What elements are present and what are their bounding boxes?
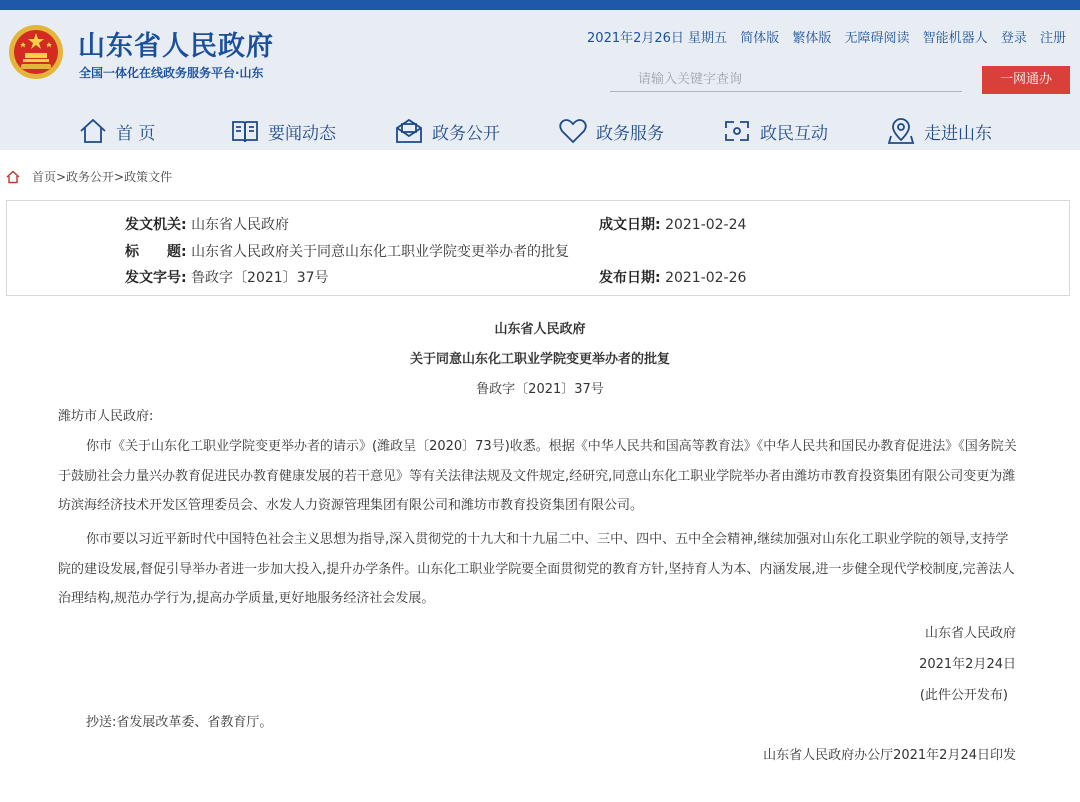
nav-home[interactable] bbox=[78, 115, 155, 147]
meta-value: 山东省人民政府关于同意山东化工职业学院变更举办者的批复 bbox=[191, 244, 570, 260]
nav-news[interactable] bbox=[230, 115, 336, 147]
top-links bbox=[587, 27, 1066, 46]
home-icon bbox=[78, 116, 108, 146]
book-icon bbox=[230, 116, 260, 146]
nav-gov-service[interactable] bbox=[558, 115, 664, 147]
top-bar bbox=[0, 0, 1080, 10]
meta-label: 发布日期: bbox=[599, 270, 661, 286]
site-name[interactable]: 山东省人民政府 bbox=[78, 31, 274, 62]
robot-link[interactable]: 智能机器人 bbox=[922, 31, 988, 46]
doc-footer: 山东省人民政府办公厅2021年2月24日印发 bbox=[763, 748, 1016, 763]
doc-title-heading: 关于同意山东化工职业学院变更举办者的批复 bbox=[409, 352, 670, 367]
envelope-icon bbox=[394, 116, 424, 146]
nav-label: 政民互动 bbox=[760, 123, 828, 144]
meta-value: 2021-02-24 bbox=[665, 217, 747, 233]
document-meta-table bbox=[6, 200, 1070, 296]
doc-paragraph-2: 你市要以习近平新时代中国特色社会主义思想为指导,深入贯彻党的十九大和十九届二中、三中、四中、五中全会精神,继续加强对山东化工职业学院的领导,支持学院的建设发展,督促引导举办者进一步加大投入,提升办学条件。山东化工职业学院要全面贯彻党的教育方针,坚持育人为本、内涵发展,进一步健全现代学校制度,完善法人治理结构,规范办学行为,提高办学质量,更好地服务经济社会发展。 bbox=[58, 532, 1015, 606]
meta-label: 发文机关: bbox=[125, 217, 187, 233]
doc-salutation: 潍坊市人民政府: bbox=[58, 409, 154, 424]
nav-label: 要闻动态 bbox=[268, 123, 336, 144]
nav-label: 走进山东 bbox=[924, 123, 992, 144]
meta-label: 成文日期: bbox=[599, 217, 661, 233]
heart-icon bbox=[558, 116, 588, 146]
breadcrumb-path[interactable]: 首页>政务公开>政策文件 bbox=[32, 170, 173, 184]
nav-interaction[interactable] bbox=[722, 115, 828, 147]
nav-gov-open[interactable] bbox=[394, 115, 500, 147]
meta-title bbox=[125, 241, 569, 261]
meta-issuer bbox=[125, 214, 289, 234]
meta-date-written bbox=[599, 214, 746, 234]
doc-number: 鲁政字〔2021〕37号 bbox=[476, 382, 604, 397]
register-link[interactable]: 注册 bbox=[1039, 31, 1066, 46]
doc-signature-date: 2021年2月24日 bbox=[919, 657, 1016, 672]
nav-label: 政务服务 bbox=[596, 123, 664, 144]
main-nav bbox=[0, 105, 1080, 160]
doc-cc: 抄送:省发展改革委、省教育厅。 bbox=[86, 715, 273, 730]
simplified-link[interactable]: 简体版 bbox=[740, 31, 780, 46]
nav-shandong[interactable] bbox=[886, 115, 992, 147]
home-icon[interactable] bbox=[6, 170, 20, 184]
meta-label: 发文字号: bbox=[125, 270, 187, 286]
meta-value: 鲁政字〔2021〕37号 bbox=[191, 270, 329, 286]
traditional-link[interactable]: 繁体版 bbox=[792, 31, 832, 46]
breadcrumb bbox=[6, 168, 172, 185]
interaction-icon bbox=[722, 116, 752, 146]
map-pin-icon bbox=[886, 116, 916, 146]
doc-signature-org: 山东省人民政府 bbox=[924, 626, 1016, 641]
site-subtitle[interactable]: 全国一体化在线政务服务平台·山东 bbox=[79, 66, 264, 80]
meta-doc-no bbox=[125, 267, 329, 287]
meta-publish-date bbox=[599, 267, 746, 287]
meta-value: 山东省人民政府 bbox=[191, 217, 290, 233]
nav-label: 政务公开 bbox=[432, 123, 500, 144]
onestop-button[interactable]: 一网通办 bbox=[982, 66, 1070, 94]
doc-public-note: (此件公开发布) bbox=[919, 688, 1008, 703]
meta-label: 标 题: bbox=[125, 244, 187, 260]
site-header bbox=[0, 10, 1080, 150]
search-input[interactable] bbox=[610, 68, 962, 92]
login-link[interactable]: 登录 bbox=[1000, 31, 1027, 46]
doc-org-heading: 山东省人民政府 bbox=[494, 322, 586, 337]
doc-paragraph-1: 你市《关于山东化工职业学院变更举办者的请示》(潍政呈〔2020〕73号)收悉。根据《中华人民共和国高等教育法》《中华人民共和国民办教育促进法》《国务院关于鼓励社会力量兴办教育促进民办教育健康发展的若干意见》等有关法律法规及文件规定,经研究,同意山东化工职业学院举办者由潍坊市教育投资集团有限公司变更为潍坊滨海经济技术开发区管理委员会、水发人力资源管理集团有限公司和潍坊市教育投资集团有限公司。 bbox=[58, 439, 1017, 513]
national-emblem-icon bbox=[8, 24, 64, 80]
nav-label: 首 页 bbox=[116, 123, 156, 144]
meta-value: 2021-02-26 bbox=[665, 270, 747, 286]
accessibility-link[interactable]: 无障碍阅读 bbox=[844, 31, 910, 46]
current-date: 2021年2月26日 星期五 bbox=[587, 31, 728, 46]
